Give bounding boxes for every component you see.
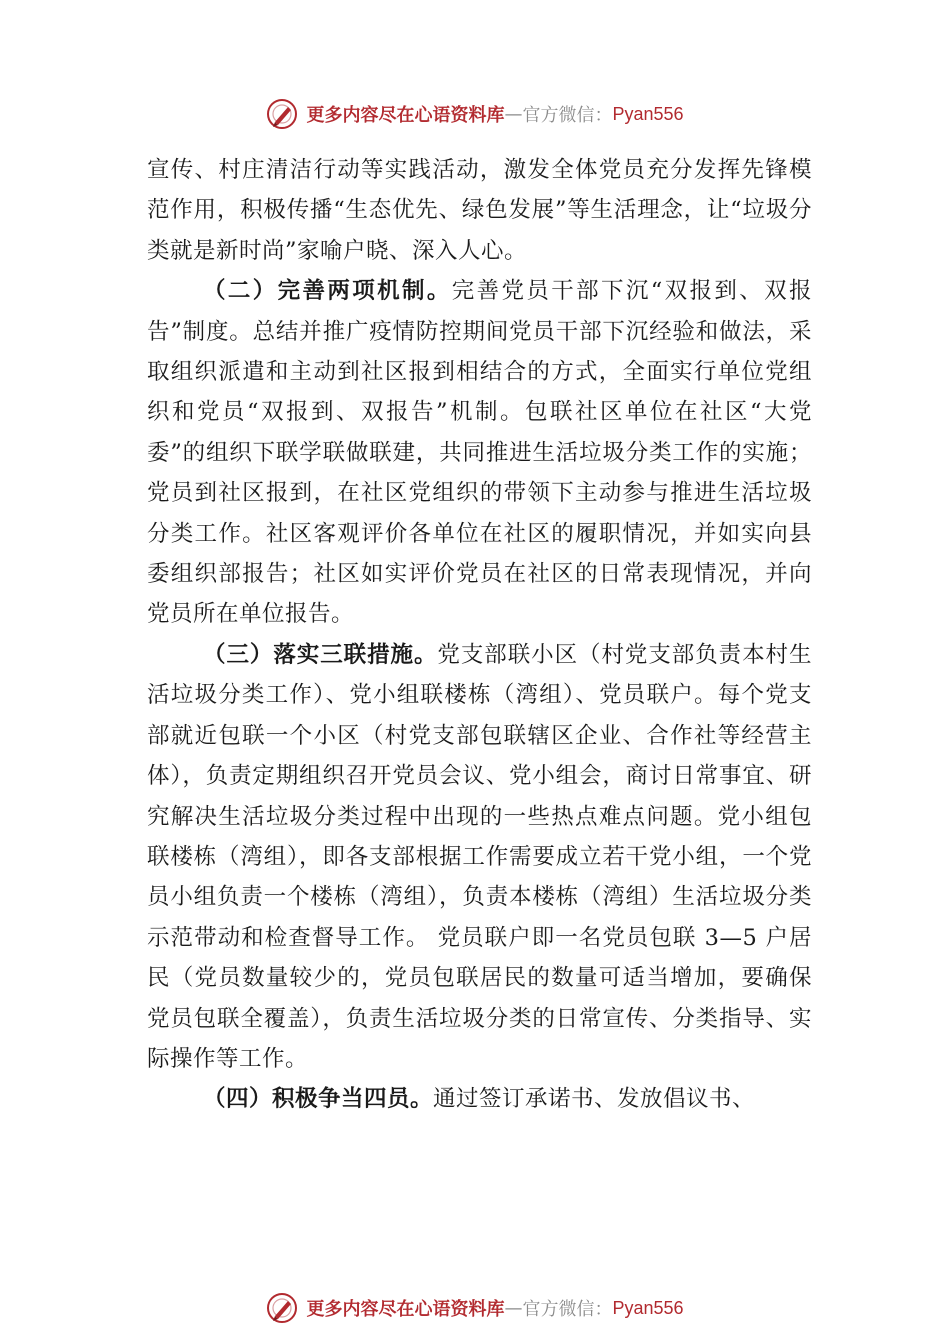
paragraph-text: 通过签订承诺书、发放倡议书、 [433, 1086, 756, 1113]
section-heading: （三）落实三联措施。 [203, 641, 438, 668]
paragraph-text: 党支部联小区（村党支部负责本村生活垃圾分类工作）、党小组联楼栋（湾组）、党员联户。每个党支部就近包联一个小区（村党支部包联辖区企业、合作社等经营主体），负责定期组织召开党员会议、党小组会，商讨日常事宜、研究解决生活垃圾分类过程中出现的一些热点难点问题。党小组包联楼栋（湾组），即各支部根据工作需要成立若干党小组，一个党员小组负责一个楼栋（湾组），负责本楼栋（湾组）生活垃圾分类示范带动和检查督导工作。 党员联户即一名党员包联 3—5 户居民（党员数量较少的，党员包联居民的数量可适当增加，要确保党员包联全覆盖），负责生活垃圾分类的日常宣传、分类指导、实际操作等工作。 [147, 641, 812, 1072]
banner-wechat-id: Pyan556 [612, 1297, 684, 1318]
banner-wechat-label: 官方微信： [522, 1299, 613, 1320]
document-body [147, 150, 812, 1120]
banner-brand-text: 更多内容尽在心语资料库 [306, 1299, 505, 1320]
banner-wechat-label: 官方微信： [522, 105, 613, 126]
paragraph-section-4 [147, 1079, 812, 1119]
pen-logo-icon [266, 98, 298, 130]
banner-separator: — [504, 103, 523, 125]
banner-brand-text: 更多内容尽在心语资料库 [306, 105, 505, 126]
pen-logo-icon [266, 1292, 298, 1324]
paragraph-text: 宣传、村庄清洁行动等实践活动，激发全体党员充分发挥先锋模范作用，积极传播“生态优先、绿色发展”等生活理念，让“垃圾分类就是新时尚”家喻户晓、深入人心。 [147, 157, 812, 264]
paragraph-section-2 [147, 271, 812, 635]
section-heading: （四）积极争当四员。 [203, 1086, 434, 1113]
header-banner [0, 94, 950, 134]
paragraph-text: 完善党员干部下沉“双报到、双报告”制度。总结并推广疫情防控期间党员干部下沉经验和做法，采取组织派遣和主动到社区报到相结合的方式，全面实行单位党组织和党员“双报到、双报告”机制。包联社区单位在社区“大党委”的组织下联学联做联建，共同推进生活垃圾分类工作的实施；党员到社区报到，在社区党组织的带领下主动参与推进生活垃圾分类工作。社区客观评价各单位在社区的履职情况，并如实向县委组织部报告；社区如实评价党员在社区的日常表现情况，并向党员所在单位报告。 [147, 278, 812, 628]
paragraph-continued [147, 150, 812, 271]
banner-wechat-id: Pyan556 [612, 103, 684, 124]
paragraph-section-3 [147, 635, 812, 1079]
banner-separator: — [504, 1297, 523, 1319]
footer-banner [0, 1288, 950, 1328]
section-heading: （二）完善两项机制。 [203, 278, 452, 305]
